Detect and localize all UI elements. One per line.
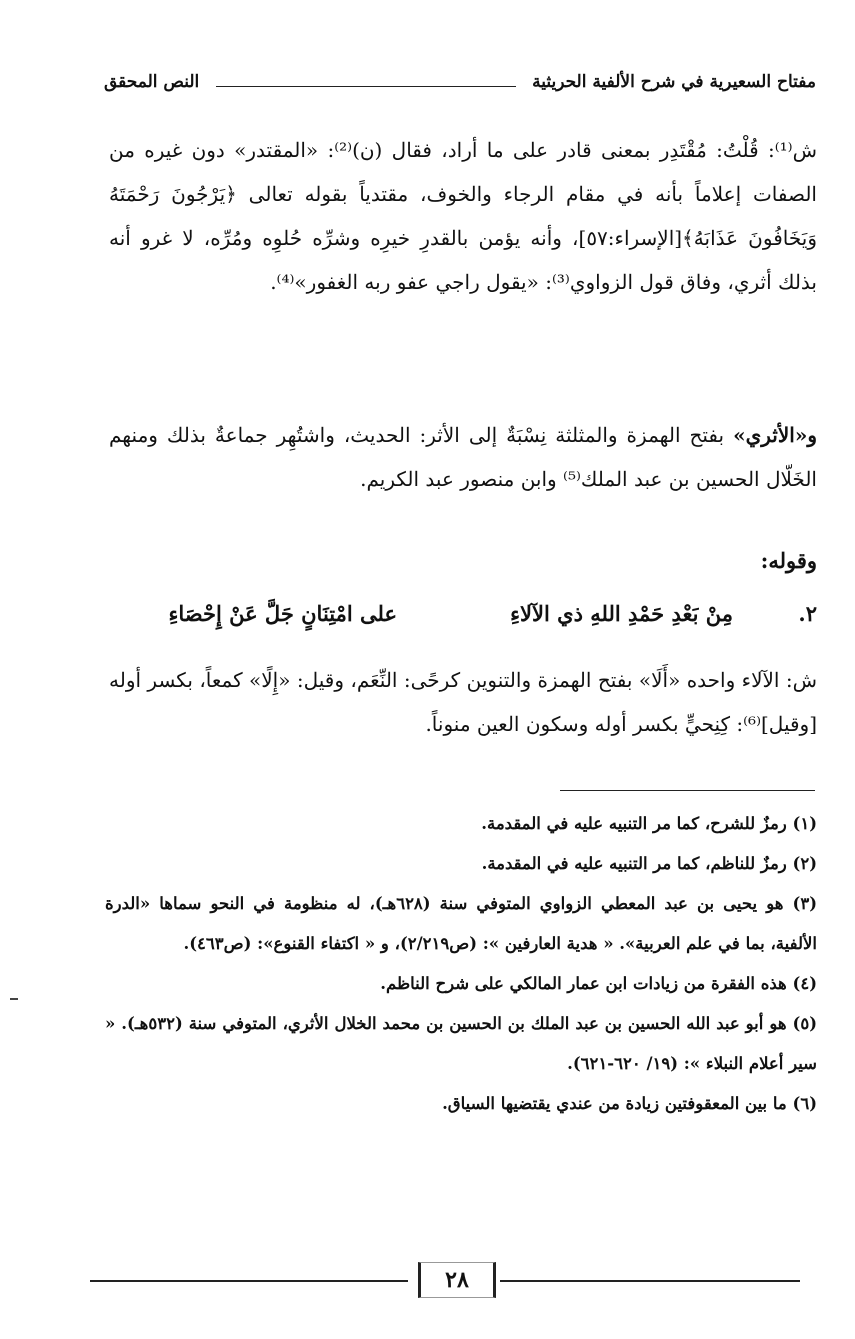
footnote-6: (٦) ما بين المعقوفتين زيادة من عندي يقتضيها السياق. xyxy=(442,1094,817,1113)
footnote-separator xyxy=(560,790,815,791)
footnote-1: (١) رمزٌ للشرح، كما مر التنبيه عليه في المقدمة. xyxy=(481,814,817,833)
paragraph-text: ش⁽¹⁾: قُلْتُ: مُقْتَدِر بمعنى قادر على ما أراد، فقال (ن)⁽²⁾: «المقتدر» دون غيره من الصفات إعلاماً بأنه في مقام الرجاء والخوف، مقتدياً بقوله تعالى ﴿يَرْجُونَ رَحْمَتَهُ وَيَخَافُونَ عَذَابَهُ﴾[الإسراء:٥٧]، وأنه يؤمن بالقدرِ خيرِه وشرِّه حُلوِه ومُرِّه، لا غرو أنه بذلك أثري، وفاق قول الزواوي⁽³⁾: «يقول راجي عفو ربه الغفور»⁽⁴⁾. xyxy=(109,138,817,294)
book-title: مفتاح السعيرية في شرح الألفية الحريثية xyxy=(532,72,816,92)
paragraph-text: بفتح الهمزة والمثلثة نِسْبَةٌ إلى الأثر: الحديث، واشتُهِر جماعةٌ بذلك ومنهم الخَلّال الحسين بن عبد الملك⁽⁵⁾ وابن منصور عبد الكريم. xyxy=(109,423,817,491)
verse-number: ٢. xyxy=(798,601,817,626)
section-heading: وقوله: xyxy=(760,548,817,573)
paragraph-commentary-1 xyxy=(109,128,817,304)
verse-line xyxy=(109,595,817,639)
header-rule xyxy=(216,86,516,87)
footnote-4: (٤) هذه الفقرة من زيادات ابن عمار المالكي على شرح الناظم. xyxy=(380,974,817,993)
page-number: ٢٨ xyxy=(418,1262,496,1298)
running-header xyxy=(104,66,816,106)
footnote-3: (٣) هو يحيى بن عبد المعطي الزواوي المتوفي سنة (٦٢٨هـ)، له منظومة في النحو سماها «الدرة الألفية، بما في علم العربية». « هدية العارفين »: (ص٢/٢١٩)، و « اكتفاء القنوع»: (ص٤٦٣). xyxy=(105,894,817,953)
defined-term: و«الأثري» xyxy=(733,423,817,447)
footer-rule-right xyxy=(500,1280,800,1282)
paragraph-commentary-2 xyxy=(109,413,817,501)
page-footer xyxy=(90,1262,800,1302)
footnote-2: (٢) رمزٌ للناظم، كما مر التنبيه عليه في المقدمة. xyxy=(481,854,817,873)
verse-second-hemistich: على امْتِنَانٍ جَلَّ عَنْ إِحْصَاءِ xyxy=(168,601,397,626)
footer-rule-left xyxy=(90,1280,408,1282)
footnotes xyxy=(105,804,817,1124)
footnote-5: (٥) هو أبو عبد الله الحسين بن عبد الملك بن الحسين بن محمد الخلال الأثري، المتوفي سنة (٥٣٢هـ). « سير أعلام النبلاء »: (١٩/ ٦٢٠-٦٢١). xyxy=(105,1014,817,1073)
section-title: النص المحقق xyxy=(104,72,200,92)
margin-mark xyxy=(10,998,18,1000)
paragraph-commentary-3 xyxy=(109,658,817,746)
paragraph-text: ش: الآلاء واحده «أَلَا» بفتح الهمزة والتنوين كرحًى: النِّعَم، وقيل: «إِلًا» كمعاً، بكسر أوله [وقيل]⁽⁶⁾: كِنِحيٍّ بكسر أوله وسكون العين منوناً. xyxy=(109,668,817,736)
verse-first-hemistich: مِنْ بَعْدِ حَمْدِ اللهِ ذي الآلاءِ xyxy=(510,601,733,626)
